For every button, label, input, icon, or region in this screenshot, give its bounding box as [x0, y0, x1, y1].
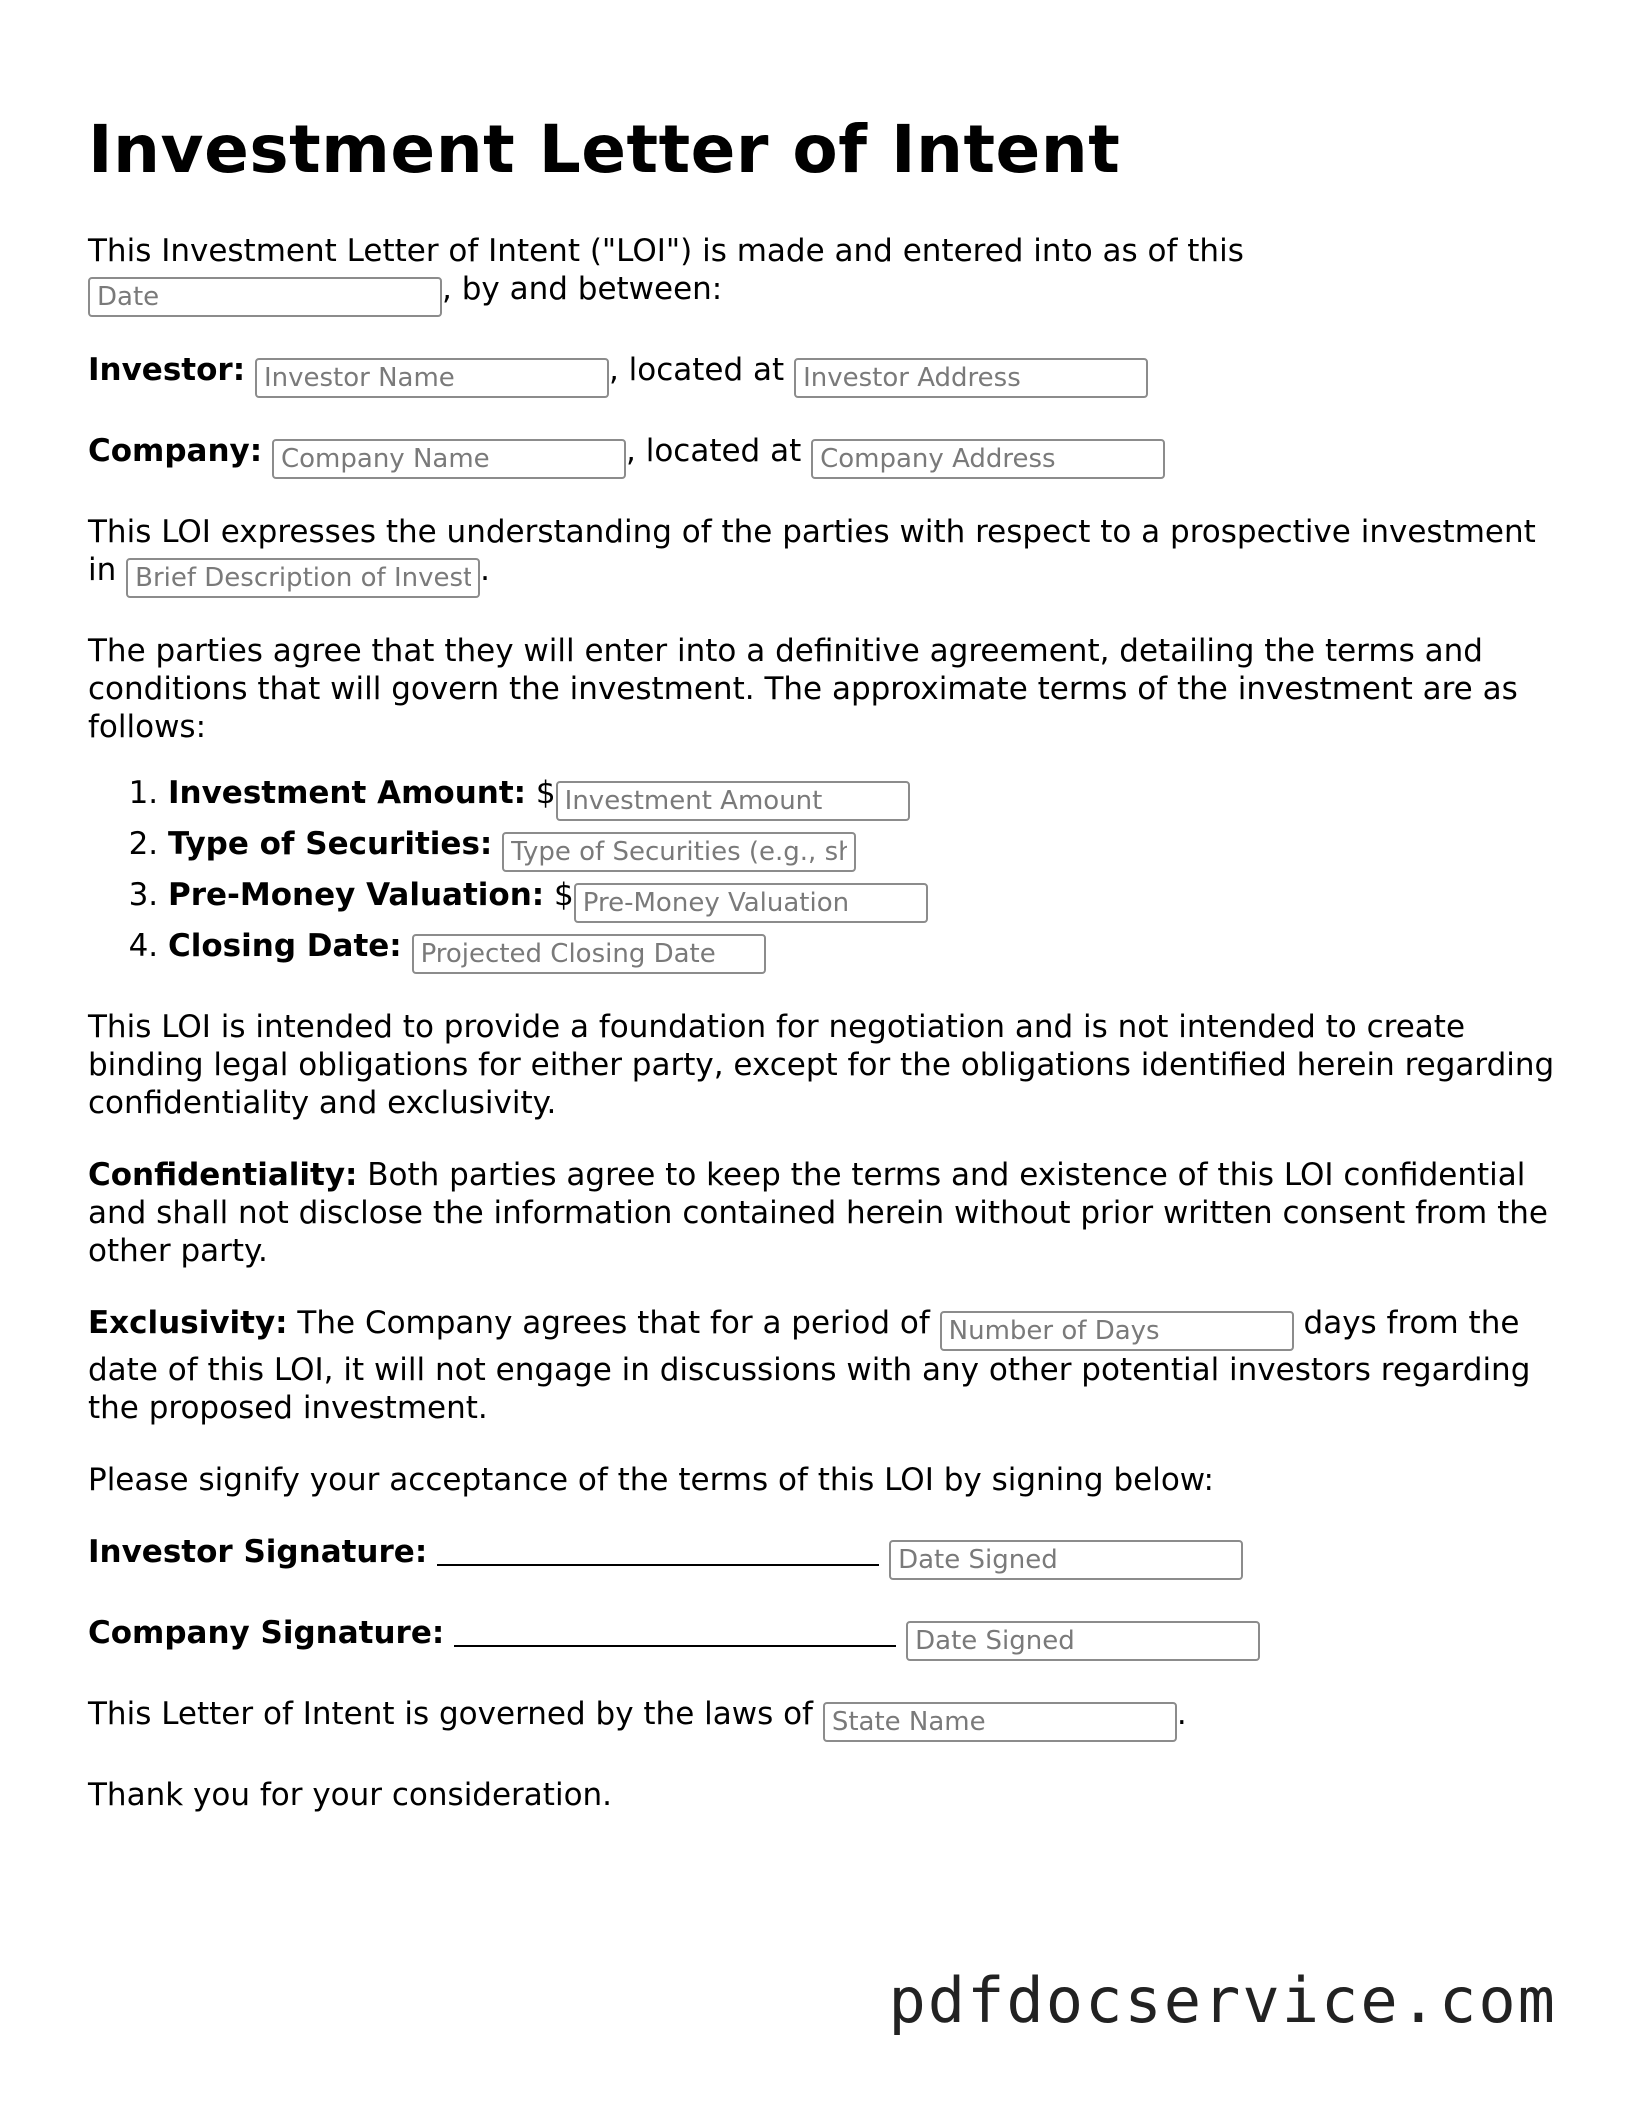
- exclusivity-label: Exclusivity:: [88, 1305, 288, 1341]
- intro-suffix: , by and between:: [442, 271, 723, 307]
- investor-signature-label: Investor Signature:: [88, 1534, 428, 1570]
- company-name-input[interactable]: [272, 439, 626, 479]
- list-item: [168, 876, 1558, 923]
- confidentiality-text: Both parties agree to keep the terms and existence of this LOI confidential and shall not disclose the information contained herein without prior written consent from the other party.: [88, 1157, 1548, 1269]
- company-signature-line[interactable]: [454, 1615, 896, 1647]
- company-date-signed-input[interactable]: [906, 1621, 1260, 1661]
- exclusivity-text-before: The Company agrees that for a period of: [287, 1305, 930, 1341]
- acceptance-paragraph: Please signify your acceptance of the terms of this LOI by signing below:: [88, 1462, 1214, 1498]
- closing-date-input[interactable]: [412, 934, 766, 974]
- understanding-text: This LOI expresses the understanding of the parties with respect to a prospective investment in: [88, 514, 1536, 588]
- terms-intro: The parties agree that they will enter into a definitive agreement, detailing the terms and conditions that will govern the investment. The approximate terms of the investment are as follows:: [88, 633, 1518, 745]
- investor-row: [88, 351, 1558, 398]
- exclusivity-days-input[interactable]: [940, 1311, 1294, 1351]
- exclusivity-paragraph: [88, 1304, 1558, 1427]
- investor-address-input[interactable]: [794, 358, 1148, 398]
- investor-label: Investor:: [88, 352, 246, 388]
- governing-law-paragraph: [88, 1695, 1558, 1742]
- closing-paragraph: Thank you for your consideration.: [88, 1777, 613, 1813]
- investment-amount-label: Investment Amount:: [168, 775, 527, 811]
- investor-located-at: , located at: [608, 352, 785, 388]
- investor-name-input[interactable]: [255, 358, 609, 398]
- securities-type-input[interactable]: [502, 832, 856, 872]
- list-item: [168, 825, 1558, 872]
- company-label: Company:: [88, 433, 263, 469]
- brand-watermark: pdfdocservice.com: [888, 1964, 1557, 2037]
- confidentiality-paragraph: [88, 1156, 1558, 1270]
- intro-paragraph: [88, 232, 1558, 317]
- non-binding-paragraph: This LOI is intended to provide a foundation for negotiation and is not intended to create binding legal obligations for either party, except for the obligations identified herein regarding confidentiality and exclusivity.: [88, 1009, 1555, 1121]
- company-row: [88, 432, 1558, 479]
- document-title: Investment Letter of Intent: [88, 111, 1121, 188]
- pre-money-valuation-label: Pre-Money Valuation:: [168, 877, 545, 913]
- understanding-paragraph: [88, 513, 1558, 598]
- terms-list: [88, 774, 1558, 974]
- governing-law-text: This Letter of Intent is governed by the laws of: [88, 1696, 813, 1732]
- investor-date-signed-input[interactable]: [889, 1540, 1243, 1580]
- intro-text: This Investment Letter of Intent ("LOI") is made and entered into as of this: [88, 233, 1244, 269]
- governing-law-suffix: .: [1176, 1696, 1187, 1732]
- exclusivity-text-after: days from the date of this LOI, it will not engage in discussions with any other potential investors regarding the proposed investment.: [88, 1305, 1531, 1426]
- list-item: [168, 927, 1558, 974]
- valuation-currency: $: [554, 877, 574, 913]
- investor-signature-line[interactable]: [437, 1534, 879, 1566]
- confidentiality-label: Confidentiality:: [88, 1157, 358, 1193]
- date-input[interactable]: [88, 277, 442, 317]
- company-address-input[interactable]: [811, 439, 1165, 479]
- amount-currency: $: [535, 775, 556, 811]
- company-signature-row: [88, 1614, 1558, 1661]
- document-page: [88, 110, 1558, 1848]
- state-name-input[interactable]: [823, 1702, 1177, 1742]
- investment-amount-input[interactable]: [556, 781, 910, 821]
- closing-date-label: Closing Date:: [168, 928, 402, 964]
- company-signature-label: Company Signature:: [88, 1615, 445, 1651]
- investor-signature-row: [88, 1533, 1558, 1580]
- securities-type-label: Type of Securities:: [168, 826, 493, 862]
- understanding-suffix: .: [480, 552, 490, 588]
- investment-description-input[interactable]: [126, 558, 480, 598]
- list-item: [168, 774, 1558, 821]
- company-located-at: , located at: [626, 433, 802, 469]
- pre-money-valuation-input[interactable]: [574, 883, 928, 923]
